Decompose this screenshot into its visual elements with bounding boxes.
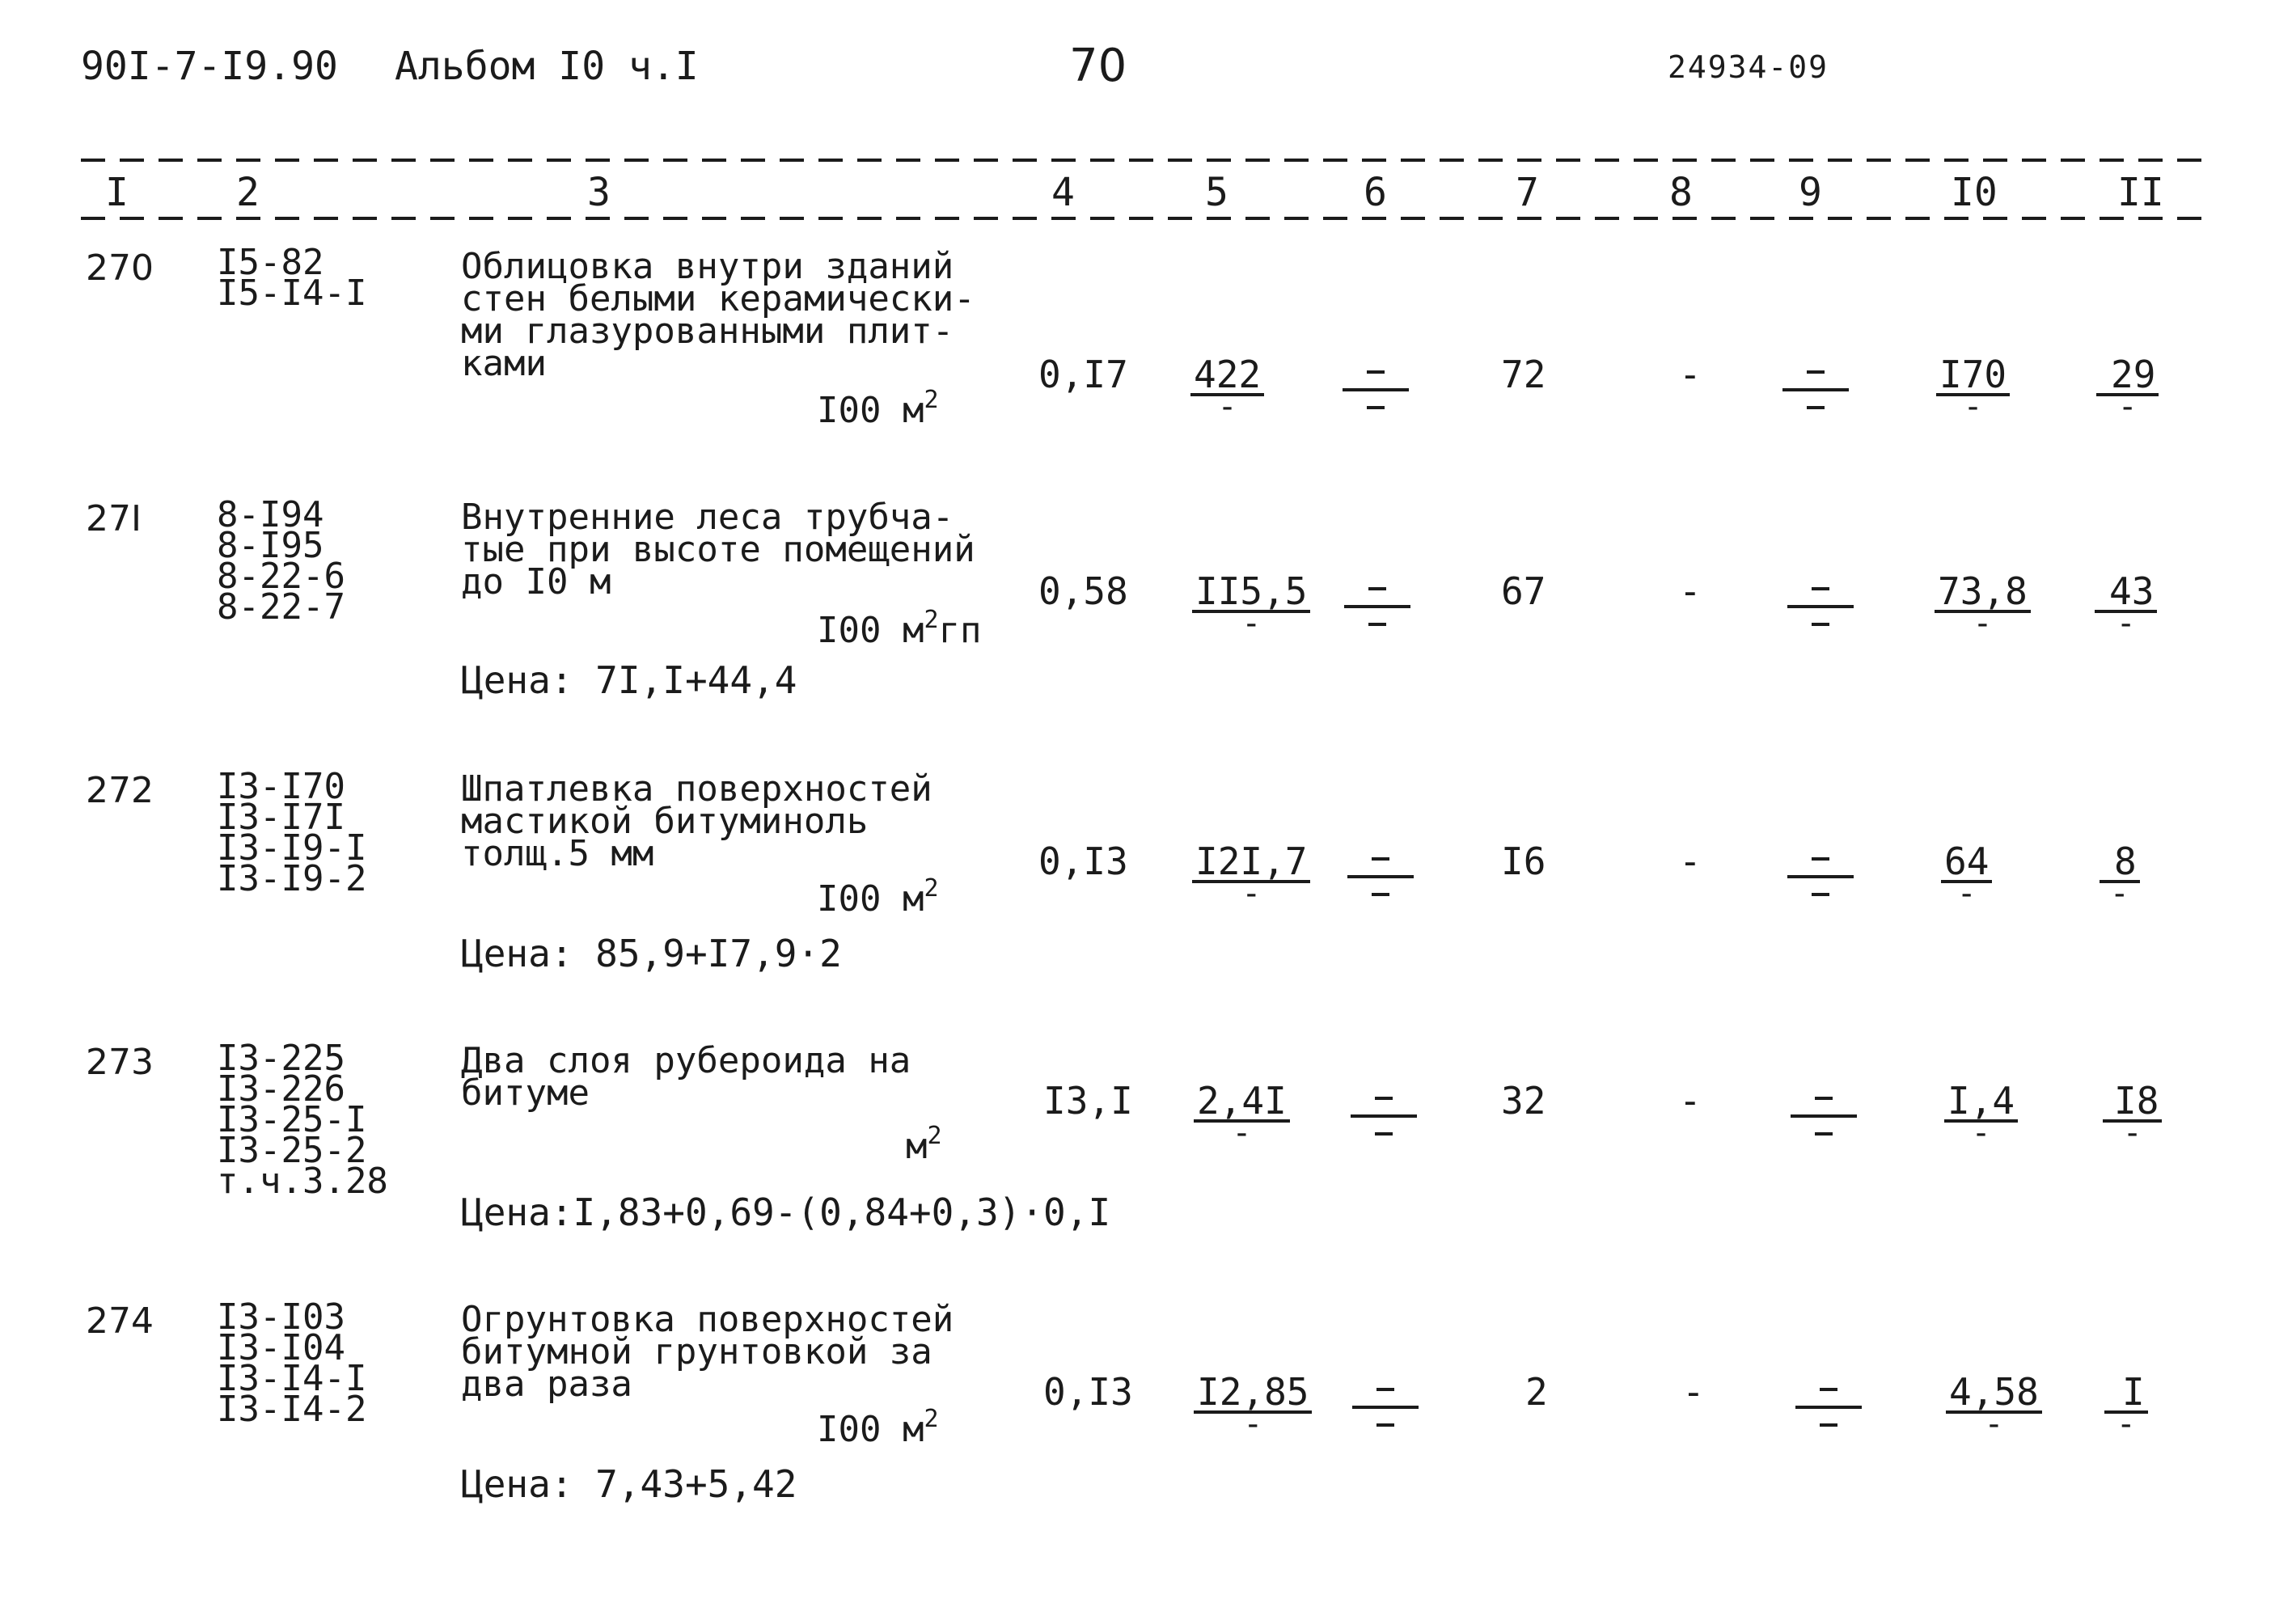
unit-of-measure: I00 $м^2$ — [817, 1405, 939, 1450]
unit-cost-fraction: II5,5 - — [1192, 573, 1310, 634]
archive-stamp: 24934-09 — [1668, 49, 1829, 85]
norm-codes: I3-225 I3-226 I3-25-I I3-25-2 т.ч.3.28 — [217, 1038, 388, 1202]
quantity: 0,58 — [1038, 569, 1128, 613]
unit-of-measure: I00 $м^2$ — [817, 874, 939, 920]
column-header-4: 4 — [1051, 170, 1075, 215]
empty-value-8: - — [1679, 569, 1702, 613]
price-formula: Цена: 7I,I+44,4 — [461, 658, 797, 702]
quantity: 0,I3 — [1043, 1370, 1133, 1414]
empty-value-8: - — [1679, 839, 1702, 883]
row-number: 273 — [86, 1042, 154, 1083]
norm-codes: 8-I94 8-I95 8-22-6 8-22-7 — [217, 494, 345, 628]
norm-codes: I3-I03 I3-I04 I3-I4-I I3-I4-2 — [217, 1296, 367, 1430]
total-labor-fraction: I8 - — [2103, 1082, 2162, 1144]
price-formula: Цена:I,83+0,69-(0,84+0,3)·0,I — [461, 1191, 1111, 1234]
work-description: Шпатлевка поверхностей мастикой битуминоль толщ.5 мм — [461, 768, 932, 874]
column-header-2: 2 — [236, 170, 260, 215]
empty-fraction-9 — [1795, 1381, 1862, 1430]
album-label: Альбом I0 ч.I — [395, 44, 699, 89]
work-description: Огрунтовка поверхностей битумной грунтовкой за два раза — [461, 1299, 954, 1405]
unit-cost-fraction: 2,4I - — [1194, 1082, 1290, 1144]
row-number: 274 — [86, 1300, 154, 1342]
column-header-3: 3 — [587, 170, 611, 215]
column-header-7: 7 — [1516, 170, 1539, 215]
work-description: Два слоя рубероида на битуме — [461, 1040, 911, 1114]
total-cost-fraction: 4,58 - — [1946, 1373, 2042, 1435]
quantity: 0,I3 — [1038, 839, 1128, 883]
total-labor-fraction: I - — [2104, 1373, 2148, 1435]
header-rule-bottom — [81, 217, 2216, 220]
total-labor-fraction: 29 - — [2096, 356, 2159, 417]
total-labor-fraction: 43 - — [2095, 573, 2157, 634]
row-number: 27I — [86, 498, 142, 539]
unit-cost-fraction: 422 - — [1190, 356, 1264, 417]
total-cost-fraction: 73,8 - — [1935, 573, 2031, 634]
total-labor-fraction: 8 - — [2100, 843, 2140, 904]
work-description: Облицовка внутри зданий стен белыми керамически- ми глазурованными плит- ками — [461, 246, 975, 384]
row-number: 272 — [86, 770, 154, 811]
labor-value: 67 — [1501, 569, 1546, 613]
price-formula: Цена: 85,9+I7,9·2 — [461, 932, 842, 975]
empty-fraction-6 — [1344, 581, 1410, 629]
empty-fraction-6 — [1347, 851, 1414, 899]
column-header-6: 6 — [1364, 170, 1387, 215]
quantity: I3,I — [1043, 1079, 1133, 1123]
total-cost-fraction: I,4 - — [1944, 1082, 2018, 1144]
work-description: Внутренние леса трубча- тые при высоте помещений до I0 м — [461, 497, 975, 603]
labor-value: 2 — [1525, 1370, 1548, 1414]
column-header-11: II — [2117, 170, 2164, 215]
unit-cost-fraction: I2,85 - — [1194, 1373, 1312, 1435]
empty-fraction-9 — [1791, 1090, 1857, 1139]
total-cost-fraction: 64 - — [1941, 843, 1992, 904]
price-formula: Цена: 7,43+5,42 — [461, 1462, 797, 1506]
labor-value: I6 — [1501, 839, 1546, 883]
empty-value-8: - — [1679, 353, 1702, 396]
empty-fraction-9 — [1782, 364, 1849, 412]
column-header-8: 8 — [1669, 170, 1693, 215]
empty-fraction-6 — [1351, 1090, 1417, 1139]
empty-fraction-6 — [1343, 364, 1409, 412]
column-header-9: 9 — [1799, 170, 1822, 215]
column-header-10: I0 — [1951, 170, 1998, 215]
unit-of-measure: $м^2$ — [906, 1122, 942, 1167]
empty-value-8: - — [1679, 1079, 1702, 1123]
unit-of-measure: I00 $м^2гп$ — [817, 606, 982, 651]
empty-fraction-9 — [1787, 851, 1854, 899]
document-code: 90I-7-I9.90 — [81, 44, 338, 89]
column-header-1: I — [105, 170, 129, 215]
row-number: 270 — [86, 247, 154, 289]
page-number: 70 — [1069, 40, 1127, 92]
quantity: 0,I7 — [1038, 353, 1128, 396]
empty-fraction-6 — [1352, 1381, 1419, 1430]
labor-value: 32 — [1501, 1079, 1546, 1123]
norm-codes: I5-82 I5-I4-I — [217, 242, 367, 314]
empty-value-8: - — [1682, 1370, 1705, 1414]
header-rule-top — [81, 159, 2216, 162]
column-header-5: 5 — [1205, 170, 1228, 215]
norm-codes: I3-I70 I3-I7I I3-I9-I I3-I9-2 — [217, 766, 367, 899]
unit-of-measure: I00 $м^2$ — [817, 386, 939, 431]
labor-value: 72 — [1501, 353, 1546, 396]
unit-cost-fraction: I2I,7 - — [1192, 843, 1310, 904]
total-cost-fraction: I70 - — [1936, 356, 2010, 417]
empty-fraction-9 — [1787, 581, 1854, 629]
